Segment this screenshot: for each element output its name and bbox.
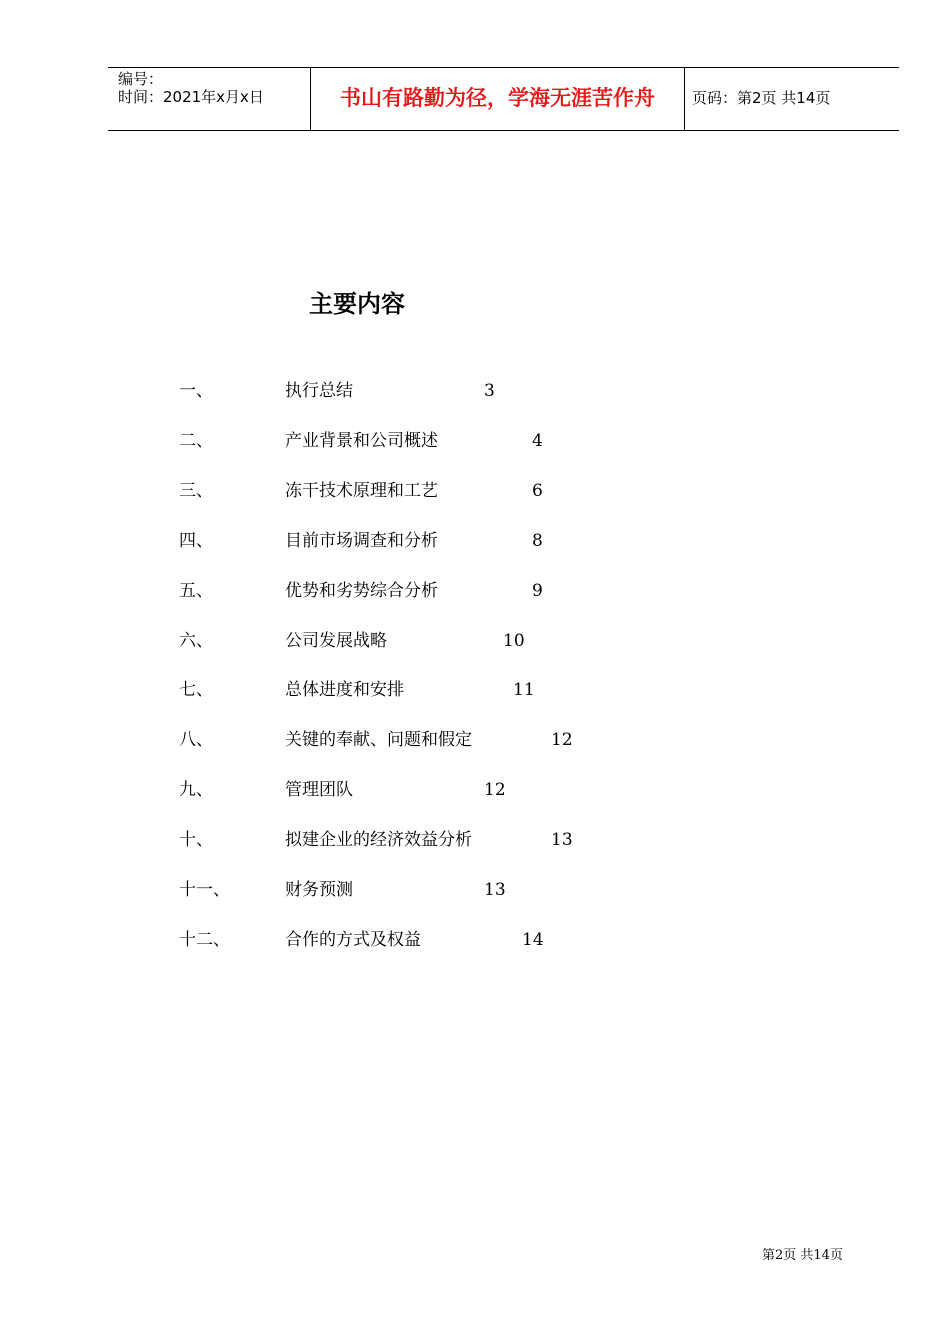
toc-page-number: 8 [532, 531, 543, 551]
toc-item[interactable] [0, 580, 950, 606]
toc-number: 九、 [179, 780, 213, 800]
toc-page-number: 12 [551, 730, 573, 750]
toc-label: 管理团队 [285, 780, 353, 800]
toc-item[interactable] [0, 929, 950, 955]
toc-number: 十一、 [179, 880, 230, 900]
toc-item[interactable] [0, 879, 950, 905]
toc-label: 财务预测 [285, 880, 353, 900]
toc-label: 目前市场调查和分析 [285, 531, 438, 551]
time-label: 时间：2021年x月x日 [118, 88, 264, 106]
toc-item[interactable] [0, 430, 950, 456]
toc-page-number: 13 [551, 830, 573, 850]
toc-label: 冻干技术原理和工艺 [285, 481, 438, 501]
header-motto-cell [310, 68, 685, 130]
page-header [108, 67, 899, 131]
toc-number: 十、 [179, 830, 213, 850]
toc-page-number: 12 [484, 780, 506, 800]
toc-number: 七、 [179, 680, 213, 700]
toc-page-number: 11 [513, 680, 535, 700]
toc-page-number: 14 [522, 930, 544, 950]
toc-number: 八、 [179, 730, 213, 750]
toc-number: 三、 [179, 481, 213, 501]
toc-label: 总体进度和安排 [285, 680, 404, 700]
toc-page-number: 13 [484, 880, 506, 900]
toc-item[interactable] [0, 630, 950, 656]
header-page-info: 页码：第2页 共14页 [692, 89, 831, 107]
toc-number: 四、 [179, 531, 213, 551]
toc-page-number: 10 [503, 631, 525, 651]
toc-label: 产业背景和公司概述 [285, 431, 438, 451]
toc-label: 执行总结 [285, 381, 353, 401]
header-meta-cell [108, 68, 310, 130]
toc-item[interactable] [0, 530, 950, 556]
toc-number: 十二、 [179, 930, 230, 950]
toc-item[interactable] [0, 480, 950, 506]
toc-page-number: 3 [484, 381, 495, 401]
toc-label: 合作的方式及权益 [285, 930, 421, 950]
toc-item[interactable] [0, 829, 950, 855]
toc-item[interactable] [0, 729, 950, 755]
serial-label: 编号： [118, 70, 164, 88]
page-title: 主要内容 [309, 290, 405, 318]
toc-item[interactable] [0, 779, 950, 805]
toc-label: 关键的奉献、问题和假定 [285, 730, 472, 750]
page-footer: 第2页 共14页 [762, 1248, 843, 1263]
toc-label: 公司发展战略 [285, 631, 387, 651]
toc-number: 一、 [179, 381, 213, 401]
toc-page-number: 6 [532, 481, 543, 501]
header-page-cell [684, 68, 899, 130]
toc-number: 六、 [179, 631, 213, 651]
toc-number: 五、 [179, 581, 213, 601]
toc-item[interactable] [0, 380, 950, 406]
toc-item[interactable] [0, 679, 950, 705]
toc-label: 拟建企业的经济效益分析 [285, 830, 472, 850]
toc-label: 优势和劣势综合分析 [285, 581, 438, 601]
toc-number: 二、 [179, 431, 213, 451]
header-motto: 书山有路勤为径，学海无涯苦作舟 [340, 86, 655, 110]
toc-page-number: 9 [532, 581, 543, 601]
toc-page-number: 4 [532, 431, 543, 451]
